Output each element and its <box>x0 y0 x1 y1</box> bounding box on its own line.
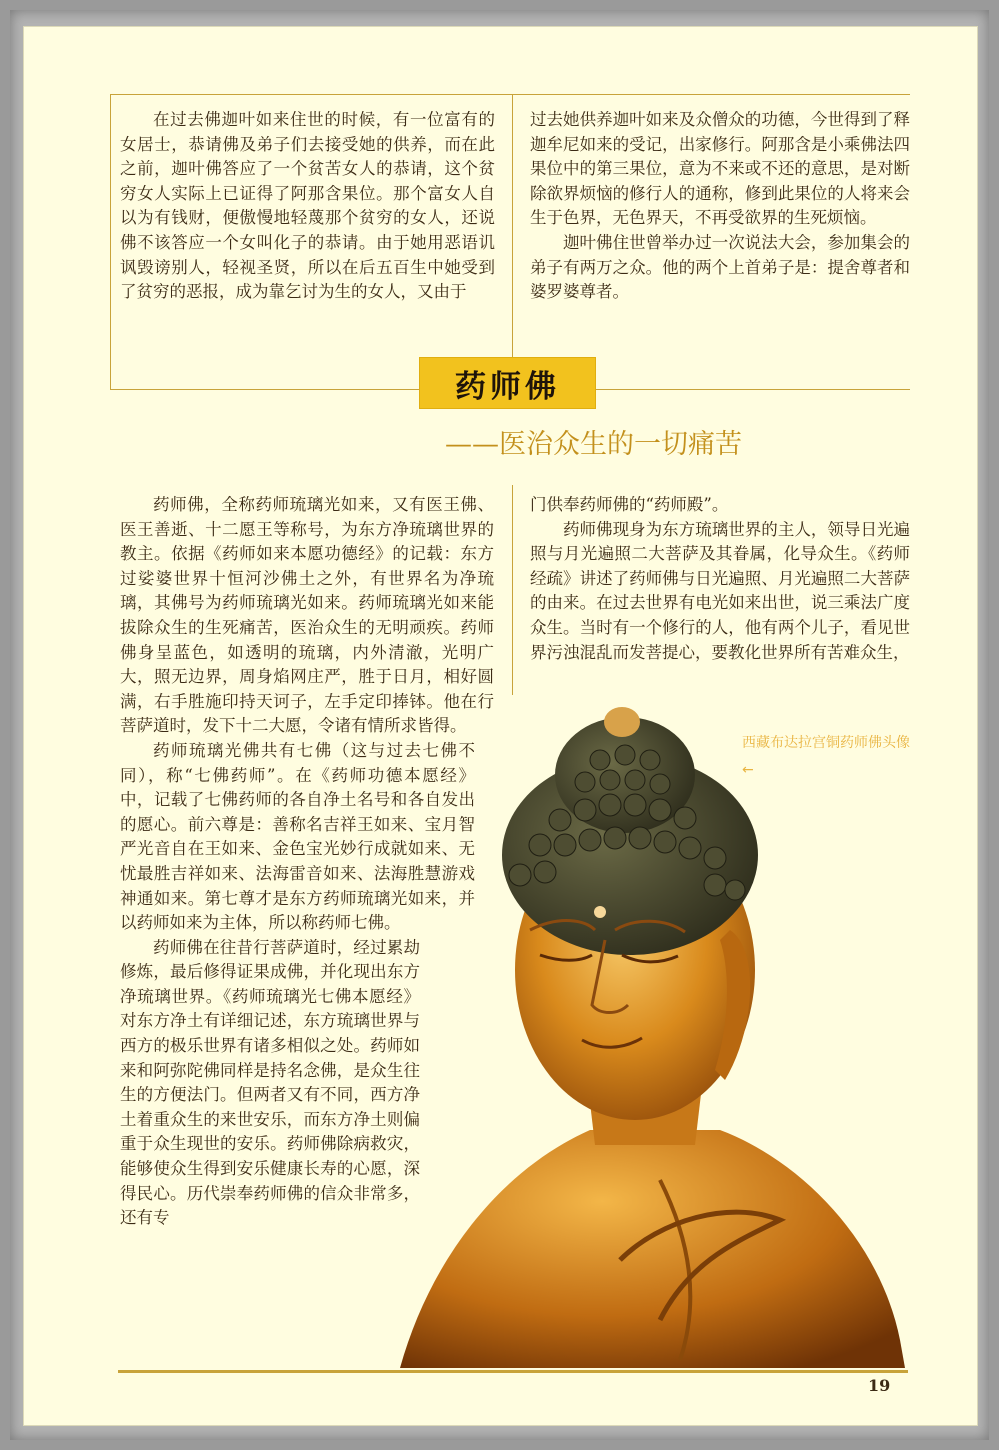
paragraph: 过去她供养迦叶如来及众僧众的功德，今世得到了释迦牟尼如来的受记，出家修行。阿那含是小乘佛法四果位中的第三果位，意为不来或不还的意思，是对断除欲界烦恼的修行人的通称，修到此果位的人将来会生于色界，无色界天，不再受欲界的生死烦恼。 <box>530 110 910 228</box>
urna <box>594 906 606 918</box>
left-margin-rule <box>110 94 111 390</box>
paragraph: 门供奉药师佛的“药师殿”。 <box>530 495 729 514</box>
bottom-rule <box>118 1370 908 1373</box>
image-caption: 西藏布达拉宫铜药师佛头像 ← <box>742 735 910 778</box>
paragraph: 在过去佛迦叶如来住世的时候，有一位富有的女居士，恭请佛及弟子们去接受她的供养，而在此之前，迦叶佛答应了一个贫苦女人的恭请，这个贫穷女人实际上已证得了阿那含果位。那个富女人自以为有钱财，便傲慢地轻蔑那个贫穷的女人，还说佛不该答应一个女叫化子的恭请。由于她用恶语讥讽毁谤别人，轻视圣贤，所以在后五百生中她受到了贫穷的恶报，成为靠乞讨为生的女人，又由于 <box>120 110 495 302</box>
crown-jewel <box>604 707 640 737</box>
column-divider-top <box>512 94 513 390</box>
paragraph: 药师佛，全称药师琉璃光如来，又有医王佛、医王善逝、十二愿王等称号，为东方净琉璃世界的教主。依据《药师如来本愿功德经》的记载：东方过娑婆世界十恒河沙佛土之外，有世界名为净琉璃，其佛号为药师琉璃光如来。药师琉璃光如来能拔除众生的生死痛苦，医治众生的无明顽疾。药师佛身呈蓝色，如透明的琉璃，内外清澈，光明广大，照无边界，周身焰网庄严，胜于日月，相好圆满，右手胜施印持天诃子，左手定印捧钵。他在行菩萨道时，发下十二大愿，令诸有情所求皆得。 <box>120 495 494 736</box>
section-subtitle: ——医治众生的一切痛苦 <box>445 429 742 460</box>
top-right-column <box>530 108 910 305</box>
section-title: 药师佛 <box>420 358 595 408</box>
top-left-column <box>120 108 495 305</box>
column-divider-bottom <box>512 485 513 695</box>
paragraph: 药师琉璃光佛共有七佛（这与过去七佛不同），称“七佛药师”。在《药师功德本愿经》中，记载了七佛药师的各自净土名号和各自发出的愿心。前六尊是：善称名吉祥王如来、宝月智严光音自在王如来、金色宝光妙行成就如来、无忧最胜吉祥如来、法海雷音如来、法海胜慧游戏神通如来。第七尊才是东方药师琉璃光如来，并以药师如来为主体，所以称药师七佛。 <box>120 740 475 933</box>
paragraph: 迦叶佛住世曾举办过一次说法大会，参加集会的弟子有两万之众。他的两个上首弟子是：提舍尊者和婆罗婆尊者。 <box>530 232 910 302</box>
top-rule <box>110 94 910 95</box>
section-rule-right <box>595 389 910 390</box>
paragraph: 药师佛在往昔行菩萨道时，经过累劫修炼，最后修得证果成佛，并化现出东方净琉璃世界。《药师琉璃光七佛本愿经》对东方净土有详细记述，东方琉璃世界与西方的极乐世界有诸多相似之处。药师如来和阿弥陀佛同样是持名念佛，是众生往生的方便法门。但两者又有不同，西方净土着重众生的来世安乐，而东方净土则偏重于众生现世的安乐。药师佛除病救灾，能够使众生得到安乐健康长寿的心愿，深得民心。历代崇奉药师佛的信众非常多，还有专 <box>120 937 420 1228</box>
page-number: 19 <box>868 1376 891 1395</box>
bottom-left-column <box>120 493 494 1231</box>
section-rule-left <box>110 389 420 390</box>
paragraph: 药师佛现身为东方琉璃世界的主人，领导日光遍照与月光遍照二大菩萨及其眷属，化导众生。《药师经疏》讲述了药师佛与日光遍照、月光遍照二大菩萨的由来。在过去世界有电光如来出世，说三乘法广度众生。当时有一个修行的人，他有两个儿子，看见世界污浊混乱而发菩提心，要教化世界所有苦难众生， <box>530 519 910 662</box>
bottom-right-column <box>530 493 910 665</box>
